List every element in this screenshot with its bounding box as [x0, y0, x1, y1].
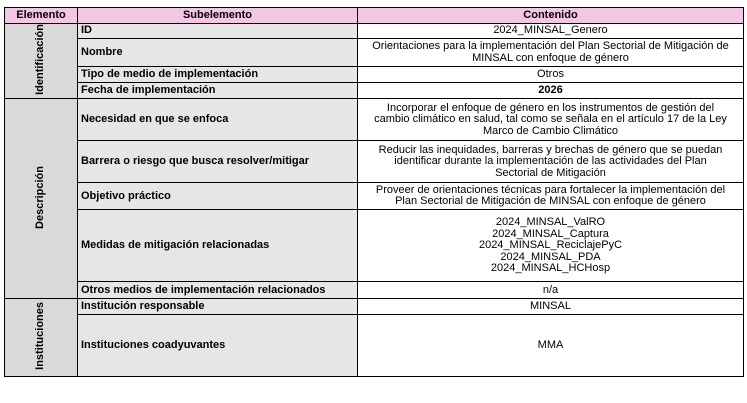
row-label: Instituciones coadyuvantes [78, 315, 358, 377]
table-row [5, 141, 744, 183]
row-label: Institución responsable [78, 299, 358, 315]
row-value: Incorporar el enfoque de género en los instrumentos de gestión del cambio climático en salud, tal como se señala en el artículo 17 de la Ley Marco de Cambio Climático [358, 99, 744, 141]
row-value: MINSAL [358, 299, 744, 315]
row-label: Necesidad en que se enfoca [78, 99, 358, 141]
table-row [5, 183, 744, 210]
row-value: 2024_MINSAL_ValRO 2024_MINSAL_Captura 2024_MINSAL_ReciclajePyC 2024_MINSAL_PDA 2024_MINSAL_HCHosp [358, 210, 744, 282]
header-subelemento: Subelemento [78, 8, 358, 24]
row-value: 2026 [358, 83, 744, 99]
row-label: Nombre [78, 39, 358, 66]
table-row [5, 299, 744, 315]
table-row [5, 99, 744, 141]
group-identificacion [5, 24, 78, 99]
row-value: n/a [358, 282, 744, 299]
group-instituciones [5, 299, 78, 377]
row-value: Orientaciones para la implementación del Plan Sectorial de Mitigación de MINSAL con enfoque de género [358, 39, 744, 66]
row-value: Reducir las inequidades, barreras y brechas de género que se puedan identificar durante la implementación de las actividades del Plan Sectorial de Mitigación [358, 141, 744, 183]
row-label: Fecha de implementación [78, 83, 358, 99]
table-row [5, 83, 744, 99]
header-row [5, 8, 744, 24]
group-label: Descripción [34, 165, 47, 229]
row-value: Otros [358, 66, 744, 82]
group-descripcion [5, 99, 78, 299]
group-label: Identificación [34, 24, 47, 95]
row-label: Otros medios de implementación relacionados [78, 282, 358, 299]
table-row [5, 282, 744, 299]
header-elemento: Elemento [5, 8, 78, 24]
implementation-table [4, 7, 744, 377]
group-label: Instituciones [34, 302, 47, 371]
row-value: 2024_MINSAL_Genero [358, 24, 744, 39]
row-label: ID [78, 24, 358, 39]
row-label: Medidas de mitigación relacionadas [78, 210, 358, 282]
row-label: Barrera o riesgo que busca resolver/mitigar [78, 141, 358, 183]
table-row [5, 66, 744, 82]
row-label: Tipo de medio de implementación [78, 66, 358, 82]
row-value: MMA [358, 315, 744, 377]
row-label: Objetivo práctico [78, 183, 358, 210]
table-row [5, 24, 744, 39]
table-row [5, 210, 744, 282]
row-value: Proveer de orientaciones técnicas para fortalecer la implementación del Plan Sectorial de Mitigación de MINSAL con enfoque de género [358, 183, 744, 210]
header-contenido: Contenido [358, 8, 744, 24]
table-row [5, 39, 744, 66]
table-row [5, 315, 744, 377]
